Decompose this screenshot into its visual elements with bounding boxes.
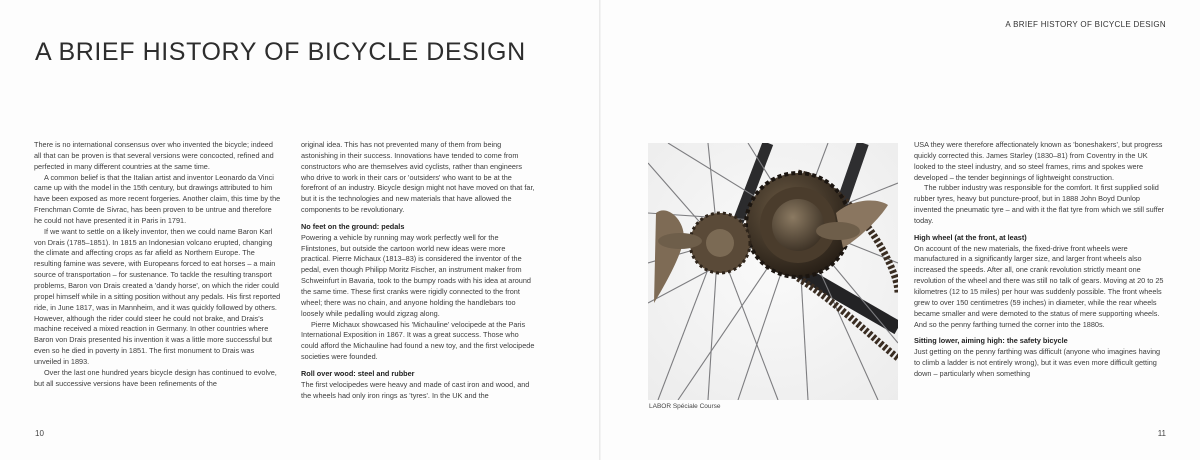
figure-caption: LABOR Spéciale Course [649, 403, 721, 410]
paragraph: The rubber industry was responsible for the comfort. It first supplied solid rubber tyres, heavy but puncture-proof, but in 1888 John Boyd Dunlop invented the pneumatic tyre – and with it the flat tyre from which we still suffer today. [914, 183, 1165, 225]
section-heading: Roll over wood: steel and rubber [301, 368, 415, 378]
paragraph: If we want to settle on a likely inventor, then we could name Baron Karl von Drais (1785–1851). In 1815 an Indonesian volcano erupted, changing the climate and affecting crops as far afield as Northern Europe. The resulting famine was severe, with Europeans forced to eat horses – a main source of transportation – for sustenance. To tackle the resulting transport problems, Baron von Drais created a 'dandy horse', on which the rider could propel himself while in a sitting position without any pedals. His first reported ride, in June 1817, was in Mannheim, and it was quickly followed by others. However, although the rider could steer he could not brake, and Drais's machine received a mixed reaction in Germany. In other countries where Baron von Drais presented his invention it was a little more successful but even so he died in poverty in 1851. The first monument to Drais was unveiled in 1893. [34, 226, 281, 366]
page-gutter [599, 0, 601, 460]
text-column-2 [301, 140, 536, 401]
paragraph: Powering a vehicle by running may work perfectly well for the Flintstones, but outside the cartoon world new ideas were more practical. Pierre Michaux (1813–83) is considered the inventor of the pedal, even though Philipp Moritz Fischer, an instrument maker from Schweinfurt in Bavaria, took to the bumpy roads with his idea at around the same time. These first cranks were rigidly connected to the front wheel; there was no chain, and anyone holding the handlebars too loosely while pedalling would zigzag along. [301, 232, 531, 318]
page-number-right: 11 [1157, 429, 1166, 438]
paragraph: The first velocipedes were heavy and made of cast iron and wood, and the wheels had only iron rings as 'tyres'. In the UK and the [301, 379, 530, 400]
paragraph: USA they were therefore affectionately known as 'boneshakers', but progress quickly corrected this. James Starley (1830–81) from Coventry in the UK looked to the steel industry, and so steel frames, rims and spokes were developed – the tender beginnings of lightweight construction. [914, 140, 1163, 182]
paragraph: Pierre Michaux showcased his 'Michauline' velocipede at the Paris International Exposition in 1867. It was a great success. Those who could afford the Michauline had found a new toy, and the first velocipede societies were founded. [301, 319, 535, 362]
running-head: A BRIEF HISTORY OF BICYCLE DESIGN [1005, 20, 1166, 29]
section-heading: High wheel (at the front, at least) [914, 232, 1027, 242]
text-column-3 [914, 140, 1166, 380]
text-column-1 [34, 140, 281, 389]
bicycle-hub-illustration [648, 143, 898, 400]
section-heading: No feet on the ground: pedals [301, 221, 405, 231]
page-number-left: 10 [35, 429, 44, 438]
bicycle-hub-photo [648, 143, 898, 400]
paragraph: Just getting on the penny farthing was difficult (anyone who imagines having to climb a ladder is not entirely wrong), but it was even more difficult getting down – particularly when something [914, 347, 1161, 378]
paragraph: A common belief is that the Italian artist and inventor Leonardo da Vinci came up with the model in the 15th century, but drawings attributed to him have been exposed as more recent forgeries. Another claim, this time by the Frenchman Comte de Sivrac, has been proven to be untrue and therefore he could not have presented it in Paris in 1791. [34, 172, 281, 225]
page-title: A BRIEF HISTORY OF BICYCLE DESIGN [35, 38, 526, 66]
paragraph: There is no international consensus over who invented the bicycle; indeed all that can be proven is that several versions were concocted, refined and perfected in many different countries at the same time. [34, 140, 274, 171]
paragraph: On account of the new materials, the fixed-drive front wheels were manufactured in a significantly larger size, and larger front wheels also increased the speeds. After all, one crank revolution strictly meant one revolution of the wheel and there was still no talk of gears. Moving at 20 to 25 kilometres (12 to 15 miles) per hour was suddenly possible. The front wheels grew to over 150 centimetres (59 inches) in diameter, while the rear wheels became smaller and were demoted to the status of mere supporting wheels. And so the penny farthing turned the corner into the 1880s. [914, 243, 1164, 329]
section-heading: Sitting lower, aiming high: the safety bicycle [914, 336, 1068, 346]
paragraph: original idea. This has not prevented many of them from being astonishing in their success. Innovations have tended to come from constructors who are themselves avid cyclists, rather than engineers who drive to work in their cars or 'outsiders' who want to be at the forefront of an industry. Bicycle design might not have moved on that far, but it is the technologies and new materials that have allowed the components to be revolutionary. [301, 140, 535, 215]
paragraph: Over the last one hundred years bicycle design has continued to evolve, but all successive versions have been refinements of the [34, 367, 277, 388]
